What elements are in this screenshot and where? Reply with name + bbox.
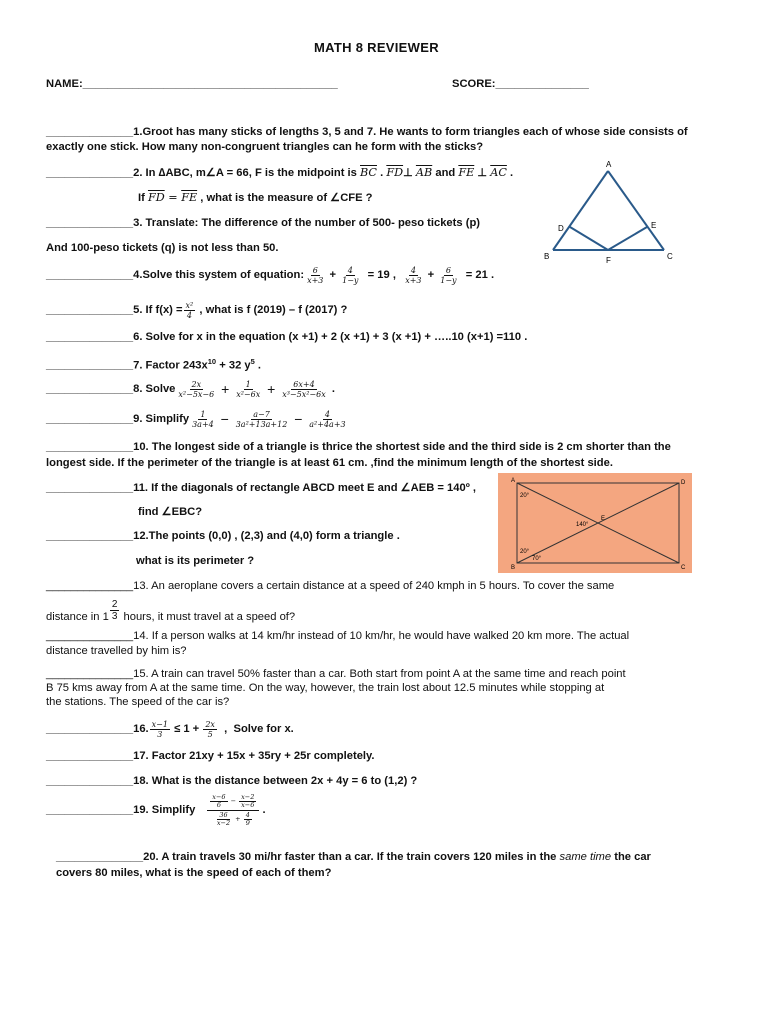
vertex-label-b: B	[544, 252, 550, 261]
vertex-label-b: B	[511, 565, 516, 571]
answer-blank: ______________	[46, 359, 134, 372]
vertex-label-a: A	[511, 478, 516, 484]
question-14	[46, 629, 629, 643]
complex-fraction: $\frac{x-6}{6}$ − $\frac{x-2}{x-6}$ $\frac{36}{x-2}$ + $\frac{4}{9}$	[207, 794, 259, 827]
answer-blank: ______________	[46, 723, 134, 735]
answer-blank: ______________	[46, 383, 134, 395]
exponent: 5	[250, 357, 255, 366]
answer-blank: ______________	[46, 750, 134, 762]
question-12-line-2: what is its perimeter ?	[136, 555, 255, 567]
vertex-label-d: D	[681, 480, 686, 486]
question-4: ______________ 4.Solve this system of equation: $\frac{6}{x+3}$ + $\frac{4}{1-y}$ = 19 , $\frac{4}{x+3}$ + $\frac{6}{1-y}$ = 21 .	[46, 265, 495, 285]
question-15-line-3: the stations. The speed of the car is?	[46, 696, 230, 708]
question-19: ______________ 19. Simplify $\frac{x-6}{6}$ − $\frac{x-2}{x-6}$ $\frac{36}{x-2}$ + $\frac{4}{9}$ .	[46, 792, 266, 827]
equals-sign: =	[164, 191, 182, 204]
question-9-text: 9. Simplify	[133, 413, 190, 425]
answer-blank: ______________	[46, 530, 134, 542]
question-7-end: .	[254, 359, 262, 372]
question-19-text: 19. Simplify	[133, 804, 196, 816]
question-12-text: 12.The points (0,0) , (2,3) and (4,0) form a triangle .	[133, 530, 400, 542]
vertex-label-f: F	[606, 256, 611, 265]
answer-blank: ______________	[46, 217, 134, 229]
answer-blank: ______________	[46, 441, 134, 453]
segment-fe: $\overline{FE}$	[458, 166, 475, 179]
segment-fe-line	[608, 227, 647, 250]
question-12	[46, 529, 400, 543]
fraction: $\frac{6x+4}{\text{x³−5x²−6x}}$	[282, 379, 326, 399]
segment-ab: $\overline{AB}$	[415, 166, 433, 179]
question-7-plus: + 32 y	[216, 359, 251, 372]
perp-symbol: ⊥	[474, 167, 491, 179]
question-2-sep: .	[377, 167, 387, 179]
question-8: ______________ 8. Solve $\frac{2x}{\text{x²−5x−6}}$ + $\frac{1}{\text{x²−6x}}$ + $\frac{6x+4}{\text{x³−5x²−6x}}$ .	[46, 379, 335, 399]
question-2-text: 2. In ∆ABC, m∠A = 66, F is the midpoint is	[133, 167, 360, 179]
question-2-line-2	[138, 191, 373, 205]
question-4-text: 4.Solve this system of equation:	[133, 269, 305, 281]
question-7-text: 7. Factor 243x	[133, 359, 208, 372]
segment-bc: $\overline{BC}$	[360, 166, 377, 179]
question-1-line-2: exactly one stick. How many non-congruent triangles can he form with the sticks?	[46, 141, 484, 153]
page-title: MATH 8 REVIEWER	[314, 40, 439, 55]
fraction: $\frac{4}{\text{a²+4a+3}}$	[309, 409, 346, 429]
question-13	[46, 579, 614, 593]
question-1	[46, 125, 688, 139]
question-6-text: 6. Solve for x in the equation (x +1) + 2 (x +1) + 3 (x +1) + …..10 (x+1) =110 .	[133, 331, 528, 343]
question-9: ______________ 9. Simplify $\frac{1}{3a+4}$ − $\frac{a-7}{\text{3a²+13a+12}}$ − $\frac{4}{\text{a²+4a+3}}$	[46, 409, 346, 429]
fraction: $\frac{a-7}{\text{3a²+13a+12}}$	[235, 409, 288, 429]
question-10	[46, 440, 671, 454]
question-17-text: 17. Factor 21xy + 15x + 35ry + 25r completely.	[133, 750, 375, 762]
fraction: $\frac{1}{3a+4}$	[192, 409, 214, 429]
center-label-e: E	[601, 516, 606, 522]
question-20-line-2: covers 80 miles, what is the speed of each of them?	[56, 867, 332, 879]
answer-blank: ______________	[46, 482, 134, 494]
question-3	[46, 216, 480, 230]
question-20	[56, 850, 651, 864]
answer-blank: ______________	[46, 167, 134, 179]
question-2-ask: , what is the measure of ∠CFE ?	[197, 192, 373, 204]
question-14-line-2: distance travelled by him is?	[46, 645, 187, 657]
answer-blank: ______________	[46, 804, 134, 816]
question-17	[46, 749, 375, 763]
answer-blank: ______________	[46, 413, 134, 425]
question-11	[46, 481, 476, 495]
vertex-label-c: C	[667, 252, 673, 261]
fraction: $\frac{6}{1-y}$	[440, 265, 457, 285]
question-20-text-2: the car	[611, 851, 651, 863]
fraction: $\frac{1}{\text{x²−6x}}$	[236, 379, 261, 399]
answer-blank: ______________	[46, 775, 134, 787]
answer-blank: ______________	[56, 851, 144, 863]
question-13-text: 13. An aeroplane covers a certain distance at a speed of 240 kmph in 5 hours. To cover the same	[133, 580, 615, 592]
question-5: ______________ 5. If f(x) = $\frac{\text{x²}}{4}$ , what is f (2019) – f (2017) ?	[46, 300, 348, 320]
question-2-if: If	[138, 192, 148, 204]
answer-blank: ______________	[46, 304, 134, 316]
mixed-fraction: $\frac{2}{3}$	[111, 599, 118, 622]
segment-ac: $\overline{AC}$	[490, 166, 507, 179]
question-2-and: and	[432, 167, 459, 179]
fraction: $\frac{6}{x+3}$	[307, 265, 324, 285]
score-label: SCORE:_______________	[452, 78, 589, 90]
question-14-text: 14. If a person walks at 14 km/hr instead of 10 km/hr, he would have walked 20 km more. The actual	[133, 630, 630, 642]
question-13-text-3: hours, it must travel at a speed of?	[120, 611, 296, 623]
question-2	[46, 166, 513, 180]
answer-blank: ______________	[46, 269, 134, 281]
question-13-text-2: distance in 1	[46, 611, 109, 623]
question-3-line-2: And 100-peso tickets (q) is not less than 50.	[46, 242, 279, 254]
segment-fd-line	[570, 227, 608, 250]
question-16-text: 16.	[133, 723, 149, 735]
question-20-italic: same time	[559, 851, 612, 863]
question-15-text: 15. A train can travel 50% faster than a car. Both start from point A at the same time and reach point	[133, 668, 626, 680]
question-18-text: 18. What is the distance between 2x + 4y = 6 to (1,2) ?	[133, 775, 418, 787]
question-8-text: 8. Solve	[133, 383, 176, 395]
exponent: 10	[207, 357, 217, 366]
rectangle-figure	[498, 473, 692, 573]
question-20-text: 20. A train travels 30 mi/hr faster than a car. If the train covers 120 miles in the	[143, 851, 560, 863]
question-18	[46, 774, 417, 788]
segment-fd: $\overline{FD}$	[147, 191, 165, 204]
angle-label: 20°	[520, 549, 530, 555]
question-6	[46, 330, 527, 344]
angle-label: 20°	[520, 493, 530, 499]
fraction: $\frac{4}{1-y}$	[342, 265, 359, 285]
answer-blank: ______________	[46, 331, 134, 343]
question-11-text: 11. If the diagonals of rectangle ABCD meet E and ∠AEB = 140º ,	[133, 482, 476, 494]
answer-blank: ______________	[46, 580, 134, 592]
answer-blank: ______________	[46, 630, 134, 642]
perp-symbol: ⊥	[403, 167, 416, 179]
question-3-text: 3. Translate: The difference of the number of 500- peso tickets (p)	[133, 217, 480, 229]
question-16: ______________ 16. $\frac{x-1}{3}$ ≤ 1 + $\frac{2x}{5}$ , Solve for x.	[46, 719, 294, 739]
fraction: $\frac{4}{x+3}$	[405, 265, 422, 285]
vertex-label-d: D	[558, 224, 564, 233]
answer-blank: ______________	[46, 126, 134, 138]
question-15-line-2: B 75 kms away from A at the same time. On the way, however, the train lost about 12.5 minutes while stopping at	[46, 682, 605, 694]
vertex-label-e: E	[651, 221, 657, 230]
vertex-label-a: A	[606, 160, 612, 169]
side-ab	[553, 171, 608, 250]
segment-fe: $\overline{FE}$	[181, 191, 198, 204]
question-1-text: 1.Groot has many sticks of lengths 3, 5 and 7. He wants to form triangles each of whose side consists of	[133, 126, 688, 138]
side-ac	[608, 171, 664, 250]
question-10-text: 10. The longest side of a triangle is thrice the shortest side and the third side is 2 cm shorter than the	[133, 441, 671, 453]
vertex-label-c: C	[681, 565, 686, 571]
question-13-line-2	[46, 600, 295, 624]
question-5-text: 5. If f(x) =	[133, 304, 183, 316]
angle-label: 70°	[532, 556, 542, 562]
fraction: $\frac{2x}{5}$	[205, 719, 215, 739]
answer-blank: ______________	[46, 668, 134, 680]
question-15	[46, 667, 626, 681]
question-7	[46, 355, 261, 373]
segment-fd: $\overline{FD}$	[386, 166, 404, 179]
fraction: $\frac{2x}{\text{x²−5x−6}}$	[178, 379, 215, 399]
question-10-line-2: longest side. If the perimeter of the triangle is at least 61 cm. ,find the minimum length of the shortest side.	[46, 457, 613, 469]
fraction: $\frac{x-1}{3}$	[151, 719, 168, 739]
question-11-line-2: find ∠EBC?	[138, 506, 203, 518]
angle-label: 140°	[576, 522, 589, 528]
triangle-figure	[540, 158, 682, 270]
question-2-end: .	[506, 167, 514, 179]
name-label: NAME:_________________________________________	[46, 78, 338, 90]
fraction: $\frac{\text{x²}}{4}$	[185, 300, 194, 320]
